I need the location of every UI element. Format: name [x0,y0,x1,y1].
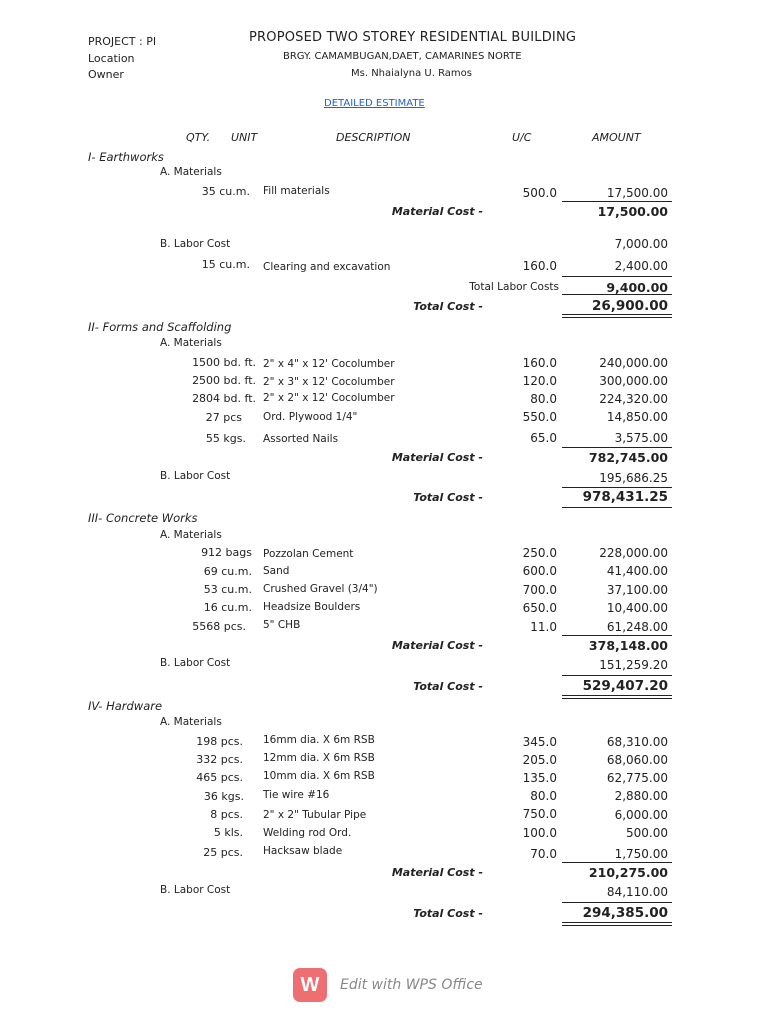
material-cost-value: 782,745.00 [588,450,668,465]
total-cost-value: 529,407.20 [582,678,668,694]
total-cost-label: Total Cost - [413,300,483,313]
section-hardware: IV- Hardware [88,699,163,713]
materials-label: A. Materials [160,716,222,728]
labor-value: 151,259.20 [599,658,668,672]
qty: 27 pcs [205,411,242,424]
labor-label: B. Labor Cost [160,470,231,482]
description: Clearing and excavation [263,261,391,273]
qty: 2500 bd. ft. [192,374,256,387]
qty: 15 cu.m. [201,258,250,271]
total-cost-value: 294,385.00 [582,905,668,921]
amount: 41,400.00 [606,564,668,578]
amount: 500.00 [626,826,668,840]
description: Ord. Plywood 1/4" [263,411,358,423]
unit-cost: 135.0 [522,771,557,785]
unit-cost: 345.0 [522,735,557,749]
amount: 3,575.00 [614,431,668,445]
material-cost-label: Material Cost - [391,451,483,464]
subtotal-line [562,675,672,676]
amount: 2,880.00 [614,789,668,803]
amount: 6,000.00 [614,808,668,822]
description: 2" x 2" x 12' Cocolumber [263,392,395,404]
col-qty: QTY. [186,131,211,144]
labor-value: 7,000.00 [614,237,668,251]
labor-label: B. Labor Cost [160,238,231,250]
amount: 68,060.00 [606,753,668,767]
total-labor-value: 9,400.00 [606,280,668,295]
amount: 61,248.00 [606,620,668,634]
description: Welding rod Ord. [263,827,352,839]
qty: 35 cu.m. [201,185,250,198]
qty: 5568 pcs. [192,620,246,633]
owner-name: Ms. Nhaialyna U. Ramos [351,68,472,79]
qty: 912 bags [201,546,252,559]
subtotal-line [562,447,672,448]
location-label: Location [88,52,135,65]
total-cost-value: 978,431.25 [582,489,668,505]
unit-cost: 65.0 [530,431,557,445]
qty: 36 kgs. [203,790,244,803]
unit-cost: 160.0 [522,356,557,370]
total-labor-label: Total Labor Costs [469,281,559,293]
unit-cost: 205.0 [522,753,557,767]
unit-cost: 160.0 [522,259,557,273]
wps-logo-icon[interactable]: W [293,968,327,1002]
qty: 69 cu.m. [203,565,252,578]
description: Hacksaw blade [263,845,343,857]
description: 12mm dia. X 6m RSB [263,752,375,764]
unit-cost: 750.0 [522,807,557,821]
unit-cost: 600.0 [522,564,557,578]
labor-value: 195,686.25 [599,471,668,485]
total-underline [562,317,672,318]
subtotal-line [562,862,672,863]
total-underline [562,314,672,315]
subtotal-line [562,201,672,202]
unit-cost: 120.0 [522,374,557,388]
subtotal-line [562,902,672,903]
qty: 5 kls. [213,826,243,839]
description: Assorted Nails [263,433,339,445]
qty: 55 kgs. [205,432,246,445]
description: Crushed Gravel (3/4") [263,583,378,595]
material-cost-label: Material Cost - [391,205,483,218]
materials-label: A. Materials [160,166,222,178]
material-cost-label: Material Cost - [391,866,483,879]
amount: 37,100.00 [606,583,668,597]
qty: 53 cu.m. [203,583,252,596]
subtotal-line [562,487,672,488]
unit-cost: 80.0 [530,392,557,406]
unit-cost: 80.0 [530,789,557,803]
amount: 228,000.00 [599,546,668,560]
project-label: PROJECT : PI [88,35,157,48]
amount: 2,400.00 [614,259,668,273]
total-cost-label: Total Cost - [413,491,483,504]
description: 2" x 2" Tubular Pipe [263,809,367,821]
materials-label: A. Materials [160,337,222,349]
address: BRGY. CAMAMBUGAN,DAET, CAMARINES NORTE [283,51,522,62]
amount: 68,310.00 [606,735,668,749]
material-cost-value: 378,148.00 [588,638,668,653]
section-earthworks: I- Earthworks [88,150,164,164]
qty: 1500 bd. ft. [192,356,256,369]
total-underline [562,925,672,926]
description: Sand [263,565,290,577]
section-forms: II- Forms and Scaffolding [88,320,232,334]
col-amount: AMOUNT [592,131,641,144]
col-uc: U/C [512,131,532,144]
total-cost-label: Total Cost - [413,907,483,920]
detailed-estimate-link[interactable]: DETAILED ESTIMATE [324,98,425,109]
qty: 198 pcs. [196,735,243,748]
description: 2" x 4" x 12' Cocolumber [263,358,395,370]
material-cost-value: 17,500.00 [597,204,668,219]
amount: 224,320.00 [599,392,668,406]
amount: 62,775.00 [606,771,668,785]
total-cost-label: Total Cost - [413,680,483,693]
qty: 16 cu.m. [203,601,252,614]
qty: 465 pcs. [196,771,243,784]
unit-cost: 250.0 [522,546,557,560]
edit-with-wps-link[interactable]: Edit with WPS Office [340,977,483,993]
material-cost-value: 210,275.00 [588,865,668,880]
total-underline [562,922,672,923]
labor-label: B. Labor Cost [160,884,231,896]
amount: 300,000.00 [599,374,668,388]
unit-cost: 700.0 [522,583,557,597]
owner-label: Owner [88,68,124,81]
material-cost-label: Material Cost - [391,639,483,652]
amount: 240,000.00 [599,356,668,370]
description: Fill materials [263,185,330,197]
col-description: DESCRIPTION [336,131,411,144]
amount: 14,850.00 [606,410,668,424]
subtotal-line [562,276,672,277]
description: 5" CHB [263,619,301,631]
qty: 2804 bd. ft. [192,392,256,405]
total-underline [562,507,672,508]
amount: 10,400.00 [606,601,668,615]
description: Tie wire #16 [263,789,330,801]
total-cost-value: 26,900.00 [591,298,668,314]
unit-cost: 11.0 [530,620,557,634]
description: Pozzolan Cement [263,548,354,560]
unit-cost: 100.0 [522,826,557,840]
document-title: PROPOSED TWO STOREY RESIDENTIAL BUILDING [249,30,577,45]
qty: 8 pcs. [210,808,243,821]
col-unit: UNIT [231,131,258,144]
description: Headsize Boulders [263,601,361,613]
total-underline [562,695,672,696]
subtotal-line [562,294,672,295]
total-underline [562,698,672,699]
unit-cost: 500.0 [522,186,557,200]
labor-label: B. Labor Cost [160,657,231,669]
unit-cost: 550.0 [522,410,557,424]
unit-cost: 650.0 [522,601,557,615]
description: 10mm dia. X 6m RSB [263,770,375,782]
subtotal-line [562,635,672,636]
section-concrete: III- Concrete Works [88,511,198,525]
materials-label: A. Materials [160,529,222,541]
qty: 25 pcs. [203,846,243,859]
qty: 332 pcs. [196,753,243,766]
amount: 17,500.00 [606,186,668,200]
labor-value: 84,110.00 [606,885,668,899]
unit-cost: 70.0 [530,847,557,861]
description: 16mm dia. X 6m RSB [263,734,375,746]
amount: 1,750.00 [614,847,668,861]
description: 2" x 3" x 12' Cocolumber [263,376,395,388]
